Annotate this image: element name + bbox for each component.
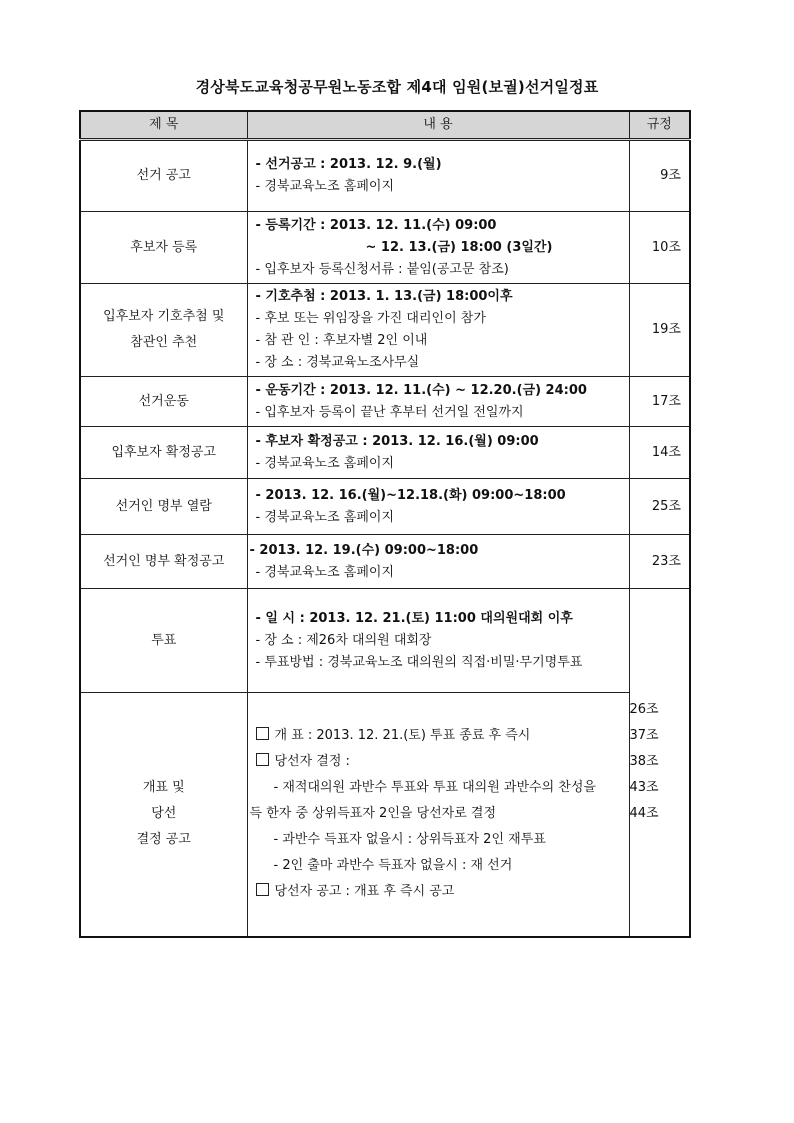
table-row <box>80 479 690 535</box>
header-rule: 규정 <box>629 111 690 140</box>
row-rule: 19조 <box>629 284 690 377</box>
row-subject: 선거인 명부 열람 <box>80 479 247 535</box>
table-row <box>80 377 690 427</box>
table-row <box>80 427 690 479</box>
row-rule: 9조 <box>629 140 690 212</box>
table-row <box>80 693 690 937</box>
table-row <box>80 284 690 377</box>
row-content: - 선거공고 : 2013. 12. 9.(월) - 경북교육노조 홈페이지 <box>247 140 629 212</box>
row-subject: 입후보자 확정공고 <box>80 427 247 479</box>
checkbox-icon <box>256 753 269 766</box>
row-rule: 25조 <box>629 479 690 535</box>
row-content: - 기호추첨 : 2013. 1. 13.(금) 18:00이후 - 후보 또는 위임장을 가진 대리인이 참가 - 참 관 인 : 후보자별 2인 이내 - 장 소 : 경북교육노조사무실 <box>247 284 629 377</box>
row-content: - 운동기간 : 2013. 12. 11.(수) ~ 12.20.(금) 24:00 - 입후보자 등록이 끝난 후부터 선거일 전일까지 <box>247 377 629 427</box>
row-content: - 후보자 확정공고 : 2013. 12. 16.(월) 09:00 - 경북교육노조 홈페이지 <box>247 427 629 479</box>
row-subject: 선거 공고 <box>80 140 247 212</box>
checkbox-icon <box>256 883 269 896</box>
table-row <box>80 212 690 284</box>
row-rules-stack: 26조 37조 38조 43조 44조 <box>629 589 690 937</box>
row-subject: 입후보자 기호추첨 및 참관인 추천 <box>80 284 247 377</box>
row-rule: 10조 <box>629 212 690 284</box>
row-content: - 2013. 12. 19.(수) 09:00~18:00 - 경북교육노조 홈페이지 <box>247 535 629 589</box>
row-rule: 23조 <box>629 535 690 589</box>
row-content: 개 표 : 2013. 12. 21.(토) 투표 종료 후 즉시 당선자 결정 : - 재적대의원 과반수 투표와 투표 대의원 과반수의 찬성을 득 한자 중 상위득표자 2인을 당선자로 결정 - 과반수 득표자 없을시 : 상위득표자 2인 재투표 - 2인 출마 과반수 득표자 없을시 : 재 선거 당선자 공고 : 개표 후 즉시 공고 <box>247 693 629 937</box>
checkbox-icon <box>256 727 269 740</box>
table-row <box>80 140 690 212</box>
header-subject: 제 목 <box>80 111 247 140</box>
table-header-row <box>80 111 690 140</box>
header-content: 내 용 <box>247 111 629 140</box>
row-subject: 선거운동 <box>80 377 247 427</box>
table-row <box>80 589 690 693</box>
page-title: 경상북도교육청공무원노동조합 제4대 임원(보궐)선거일정표 <box>195 78 599 96</box>
table-row <box>80 535 690 589</box>
row-content: - 등록기간 : 2013. 12. 11.(수) 09:00 ~ 12. 13.(금) 18:00 (3일간) - 입후보자 등록신청서류 : 붙임(공고문 참조) <box>247 212 629 284</box>
row-subject: 후보자 등록 <box>80 212 247 284</box>
row-subject: 투표 <box>80 589 247 693</box>
row-subject: 개표 및 당선 결정 공고 <box>80 693 247 937</box>
schedule-table <box>79 110 691 938</box>
row-content: - 2013. 12. 16.(월)~12.18.(화) 09:00~18:00 - 경북교육노조 홈페이지 <box>247 479 629 535</box>
row-rule: 17조 <box>629 377 690 427</box>
row-content: - 일 시 : 2013. 12. 21.(토) 11:00 대의원대회 이후 - 장 소 : 제26차 대의원 대회장 - 투표방법 : 경북교육노조 대의원의 직접·비밀·무기명투표 <box>247 589 629 693</box>
row-rule: 14조 <box>629 427 690 479</box>
row-subject: 선거인 명부 확정공고 <box>80 535 247 589</box>
